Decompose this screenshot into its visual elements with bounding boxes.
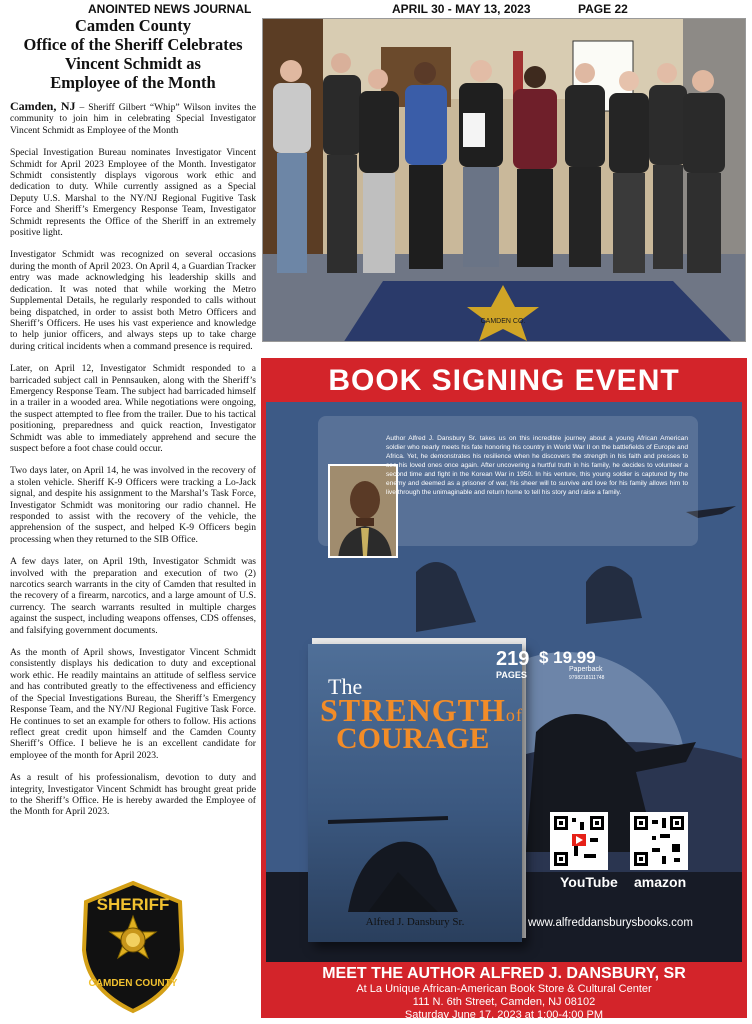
amazon-qr-code[interactable] [630,812,688,870]
amazon-label: amazon [634,874,687,890]
event-address: 111 N. 6th Street, Camden, NJ 08102 [412,996,596,1008]
youtube-label: YouTube [560,874,618,890]
page-number: PAGE 22 [578,2,628,16]
website-link[interactable]: www.alfreddansburysbooks.com [528,917,693,929]
flyer-footer [261,964,747,1022]
people-group [273,53,725,273]
article-paragraph: Two days later, on April 14, he was involved in the recovery of a stolen vehicle. Sheriff K-9 Officers were tracking a Lo-Jack signal, and despite his assignment to the Marshal’s Task Force, Investigator Schmidt was monitoring our radio channel. He responded to assist with the recovery of the vehicle, the apprehension of the suspect, and helped K-9 Officers begin processing when they returned to the SIB Office. [10,465,256,545]
bio-text: Author Alfred J. Dansbury Sr. takes us on this incredible journey about a young African American soldier who nearly meets his fate honoring his country in World War II on the battlefields of Europe and Africa. Yet, he demonstrates his resilience when he discovers the strength in his faith and presses to see his loved ones once again. After uncovering a hurtful truth in his family, he decides to volunteer a second time and fight in the Korean War in 1950. In his venture, this young soldier is captured by the enemy and deemed as a prisoner of war, his sheer will to survive and love for his family allows him to live through the unimaginable and return home to tell his story and raise a family. [386,435,688,496]
book-title-courage: COURAGE [336,722,490,755]
article-paragraph: Special Investigation Bureau nominates Investigator Vincent Schmidt for April 2023 Employee of the Month. Investigator Schmidt consistently displays vigorous work ethic and dedication to duty. While currently assigned as a Special Deputy U.S. Marshal to the NY/NJ Regional Fugitive Task Force and Sheriff’s Emergency Response Team, Investigator Schmidt represents the Office of the Sheriff in an extremely positive light. [10,147,256,239]
flyer-panel [266,402,742,962]
meet-the-author: MEET THE AUTHOR ALFRED J. DANSBURY, SR [322,965,686,982]
qr-code-icon [634,816,684,866]
qr-code-icon [554,816,604,866]
page-count-label: PAGES [496,670,527,680]
book-title-word: STRENGTH [320,692,506,728]
headline [10,16,256,92]
article-paragraph: Later, on April 12, Investigator Schmidt responded to a barricaded subject call in Pennsauken, along with the Sheriff’s Emergency Response Team. The subject had barricaded himself in a trailer in a wooded area. While negotiations were ongoing, the suspect attempted to flee from the trailer. Due to his tactical positioning, preparedness and quick reaction, Investigator Schmidt was able to immediately apprehend and secure the suspect before a foot chase could occur. [10,363,256,454]
book-isbn: 9798218111748 [569,675,605,681]
book-title-of: of [505,705,523,725]
headline-line: Camden County [75,16,191,35]
article-paragraph: As the month of April shows, Investigator Vincent Schmidt consistently displays his dedication to duty and exceptional work ethic. He readily maintains an attitude of selfless service and has contributed greatly to the effectiveness and efficiency of the Special Investigations Bureau, the Sheriff’s Emergency Response Team, and the NY/NJ Regional Fugitive Task Force. He continues to set an example for others to follow. His actions reflect great credit upon himself and the Camden County Sheriff’s Office. I believe he is an excellent candidate for employee of the month for April 2023. [10,647,256,761]
lead-text: – Sheriff Gilbert “Whip” Wilson invites the community to join him in celebrating Special Investigator Vincent Schmidt as Employee of the Month [10,102,256,136]
headline-line: Vincent Schmidt as [65,54,201,73]
badge-bottom-text: CAMDEN COUNTY [88,978,178,989]
badge-top-text: SHERIFF [96,895,170,914]
book-format: Paperback [569,666,603,673]
youtube-qr-code[interactable] [550,812,608,870]
headline-line: Office of the Sheriff Celebrates [23,35,243,54]
article-paragraph: A few days later, on April 19th, Investigator Schmidt was involved with the preparation and execution of two (2) narcotics search warrants in the city of Camden that resulted in the recovery of a firearm, narcotics, and a large amount of U.S. currency. The search warrants resulted in multiple charges against the suspect, including weapons offenses, CDS offenses, and falsifying government documents. [10,556,256,636]
event-venue: At La Unique African-American Book Store & Cultural Center [356,983,652,995]
book-price: $ 19.99 [539,648,596,667]
book-cover [308,644,522,942]
book-title-the: The [328,674,363,699]
rug-text: CAMDEN CO. [480,318,526,325]
article-paragraph: Investigator Schmidt was recognized on several occasions during the month of April 2023. On April 4, a Guardian Tracker entry was made acknowledging his leadership skills and dedication. It was noted that while working the Metro Supplemental Details, he regularly responded to calls without being dispatched, in order to assist both Metro Officers and Sheriff’s Officers. He uses his vast experience and knowledge to help junior officers, and always steps up to take charge during critical incidents when a command presence is required. [10,249,256,352]
headline-line: Employee of the Month [50,73,216,92]
photo-scene [263,19,746,342]
book-cover-art [308,762,522,912]
lead-paragraph [10,101,256,136]
sheriff-badge-logo [78,880,188,1014]
book-author: Alfred J. Dansbury Sr. [365,916,465,928]
publication-name: ANOINTED NEWS JOURNAL [88,2,252,16]
page-count: 219 [496,648,530,670]
book-signing-flyer [261,358,747,1021]
group-photo [262,18,746,342]
issue-date: APRIL 30 - MAY 13, 2023 [392,2,531,16]
article-paragraph: As a result of his professionalism, devotion to duty and integrity, Investigator Vincent Schmidt has brought great pride to the Sheriff’s Office. He is hereby awarded the Employee of the Month for April 2023. [10,772,256,818]
article [10,16,256,818]
dateline: Camden, NJ [10,99,76,113]
event-datetime: Saturday June 17, 2023 at 1:00-4:00 PM [404,1009,604,1021]
flyer-title: BOOK SIGNING EVENT [328,364,680,397]
